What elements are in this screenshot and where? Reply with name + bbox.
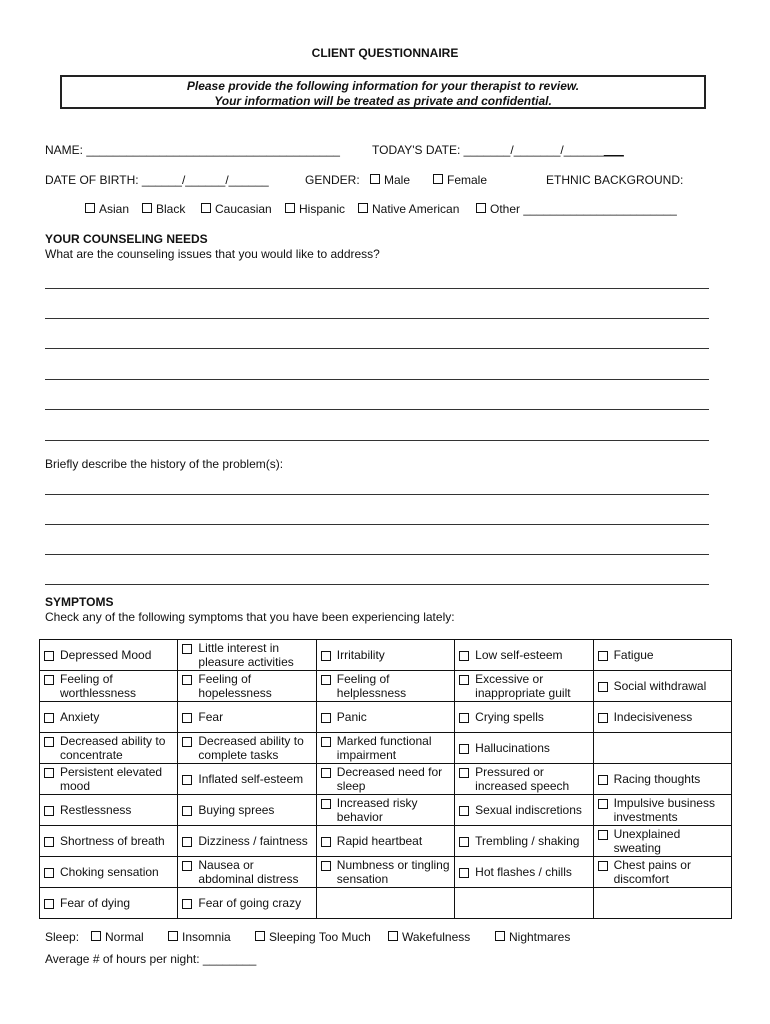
writing-line[interactable] (45, 440, 709, 441)
checkbox-icon[interactable] (182, 713, 192, 723)
sleep-option-label: Wakefulness (402, 930, 471, 944)
symptom-label: Decreased ability to complete tasks (198, 734, 304, 762)
symptom-label: Shortness of breath (60, 834, 165, 848)
symptom-cell (178, 640, 316, 671)
checkbox-icon[interactable] (44, 675, 54, 685)
symptom-option[interactable] (598, 679, 727, 693)
symptom-cell (455, 888, 593, 919)
notice-line-1: Please provide the following information for your therapist to review. (186, 79, 580, 93)
symptom-option[interactable] (459, 672, 588, 700)
symptom-option[interactable] (44, 834, 173, 848)
symptom-cell (316, 640, 454, 671)
ethnic-option-label: Caucasian (215, 202, 272, 216)
name-field[interactable]: NAME: ______________________________________ (45, 143, 340, 157)
symptom-cell (316, 888, 454, 919)
symptom-label: Decreased ability to concentrate (60, 734, 166, 762)
ethnic-background-label: ETHNIC BACKGROUND: (546, 173, 684, 187)
symptom-label: Restlessness (60, 803, 132, 817)
counseling-needs-question: What are the counseling issues that you would like to address? (45, 247, 380, 261)
symptom-label: Feeling of hopelessness (198, 672, 272, 700)
ethnic-option-asian[interactable] (85, 202, 129, 216)
checkbox-icon[interactable] (321, 675, 331, 685)
symptom-label: Racing thoughts (613, 772, 701, 786)
todays-date-field[interactable] (372, 143, 624, 157)
symptom-label: Chest pains or discomfort (613, 858, 691, 886)
symptom-label: Depressed Mood (60, 648, 152, 662)
writing-line[interactable] (45, 584, 709, 585)
symptom-label: Low self-esteem (475, 648, 563, 662)
symptom-option[interactable] (182, 710, 311, 724)
writing-line[interactable] (45, 379, 709, 380)
symptom-cell (593, 888, 731, 919)
writing-line[interactable] (45, 318, 709, 319)
symptom-label: Trembling / shaking (475, 834, 580, 848)
ethnic-option-label: Other _______________________ (490, 202, 677, 216)
checkbox-icon[interactable] (44, 737, 54, 747)
symptom-option[interactable] (182, 772, 311, 786)
symptom-option[interactable] (44, 734, 173, 762)
symptom-cell (316, 702, 454, 733)
symptom-option[interactable] (182, 858, 311, 886)
checkbox-icon[interactable] (358, 203, 368, 213)
checkbox-icon[interactable] (321, 861, 331, 871)
symptoms-table (39, 639, 732, 919)
checkbox-icon[interactable] (598, 775, 608, 785)
sleep-option-wakefulness[interactable] (388, 930, 470, 944)
symptom-cell (593, 733, 731, 764)
symptom-label: Fear of dying (60, 896, 131, 910)
symptom-cell (178, 857, 316, 888)
symptoms-row (40, 826, 732, 857)
sleep-option-label: Normal (105, 930, 144, 944)
symptom-option[interactable] (321, 765, 450, 793)
symptom-label: Numbness or tingling sensation (336, 858, 450, 886)
checkbox-icon[interactable] (182, 837, 192, 847)
symptom-cell (178, 795, 316, 826)
ethnic-option-hispanic[interactable] (285, 202, 345, 216)
sleep-hours-field[interactable]: Average # of hours per night: ________ (45, 952, 257, 966)
counseling-needs-heading: YOUR COUNSELING NEEDS (45, 232, 208, 246)
symptom-option[interactable] (182, 734, 311, 762)
symptom-cell (40, 702, 178, 733)
symptom-cell (455, 640, 593, 671)
checkbox-icon[interactable] (285, 203, 295, 213)
checkbox-icon[interactable] (44, 651, 54, 661)
sleep-option-nightmares[interactable] (495, 930, 570, 944)
symptom-cell (40, 857, 178, 888)
symptom-cell (316, 795, 454, 826)
checkbox-icon[interactable] (459, 806, 469, 816)
checkbox-icon[interactable] (459, 768, 469, 778)
checkbox-icon[interactable] (321, 713, 331, 723)
symptom-cell (455, 702, 593, 733)
symptom-label: Feeling of helplessness (336, 672, 407, 700)
symptom-cell (455, 764, 593, 795)
sleep-option-normal[interactable] (91, 930, 144, 944)
form-title: CLIENT QUESTIONNAIRE (311, 46, 459, 60)
symptom-option[interactable] (459, 765, 588, 793)
symptom-option[interactable] (182, 641, 311, 669)
symptom-cell (178, 764, 316, 795)
ethnic-option-label: Native American (372, 202, 460, 216)
symptom-cell (316, 857, 454, 888)
symptoms-row (40, 733, 732, 764)
symptom-option[interactable] (321, 834, 450, 848)
sleep-option-label: Sleeping Too Much (269, 930, 371, 944)
symptom-option[interactable] (321, 858, 450, 886)
checkbox-icon[interactable] (142, 203, 152, 213)
sleep-label: Sleep: (45, 930, 80, 944)
symptom-option[interactable] (182, 803, 311, 817)
checkbox-icon[interactable] (182, 737, 192, 747)
symptom-label: Unexplained sweating (613, 827, 681, 855)
checkbox-icon[interactable] (44, 868, 54, 878)
symptom-option[interactable] (44, 648, 173, 662)
symptom-cell (40, 640, 178, 671)
symptom-cell (316, 671, 454, 702)
symptom-option[interactable] (459, 834, 588, 848)
symptom-option[interactable] (44, 710, 173, 724)
symptom-option[interactable] (182, 896, 311, 910)
symptom-option[interactable] (459, 803, 588, 817)
checkbox-icon[interactable] (44, 837, 54, 847)
symptom-option[interactable] (44, 865, 173, 879)
gender-female-option[interactable] (433, 173, 487, 187)
checkbox-icon[interactable] (433, 174, 443, 184)
todays-date-tail: ___ (603, 143, 624, 157)
sleep-option-too-much[interactable] (255, 930, 371, 944)
checkbox-icon[interactable] (459, 868, 469, 878)
symptoms-instruction: Check any of the following symptoms that you have been experiencing lately: (45, 610, 455, 624)
checkbox-icon[interactable] (182, 861, 192, 871)
symptom-cell (455, 826, 593, 857)
symptom-option[interactable] (321, 672, 450, 700)
checkbox-icon[interactable] (459, 713, 469, 723)
checkbox-icon[interactable] (201, 203, 211, 213)
symptoms-row (40, 857, 732, 888)
symptom-cell (593, 764, 731, 795)
checkbox-icon[interactable] (44, 768, 54, 778)
symptom-cell (455, 857, 593, 888)
symptom-label: Pressured or increased speech (475, 765, 570, 793)
symptom-label: Anxiety (60, 710, 100, 724)
checkbox-icon[interactable] (44, 713, 54, 723)
symptom-option[interactable] (598, 648, 727, 662)
privacy-notice (60, 75, 706, 109)
checkbox-icon[interactable] (598, 861, 608, 871)
symptom-option[interactable] (598, 858, 727, 886)
sleep-option-label: Nightmares (509, 930, 571, 944)
checkbox-icon[interactable] (598, 651, 608, 661)
symptoms-row (40, 764, 732, 795)
checkbox-icon[interactable] (168, 931, 178, 941)
symptom-cell (178, 702, 316, 733)
checkbox-icon[interactable] (321, 837, 331, 847)
symptom-label: Nausea or abdominal distress (198, 858, 299, 886)
symptom-option[interactable] (321, 710, 450, 724)
symptom-label: Excessive or inappropriate guilt (475, 672, 571, 700)
symptoms-row (40, 795, 732, 826)
symptom-option[interactable] (44, 803, 173, 817)
symptoms-row (40, 640, 732, 671)
checkbox-icon[interactable] (476, 203, 486, 213)
writing-line[interactable] (45, 554, 709, 555)
symptom-label: Dizziness / faintness (198, 834, 308, 848)
gender-label: GENDER: (305, 173, 360, 187)
symptom-cell (178, 826, 316, 857)
symptom-option[interactable] (598, 772, 727, 786)
sleep-option-label: Insomnia (182, 930, 231, 944)
checkbox-icon[interactable] (321, 737, 331, 747)
writing-line[interactable] (45, 348, 709, 349)
checkbox-icon[interactable] (182, 899, 192, 909)
symptom-cell (455, 671, 593, 702)
checkbox-icon[interactable] (85, 203, 95, 213)
symptoms-heading: SYMPTOMS (45, 595, 114, 609)
symptom-option[interactable] (321, 648, 450, 662)
symptom-option[interactable] (459, 865, 588, 879)
symptom-label: Increased risky behavior (336, 796, 418, 824)
symptoms-row (40, 702, 732, 733)
symptom-cell (593, 640, 731, 671)
symptom-label: Crying spells (475, 710, 544, 724)
symptom-option[interactable] (459, 710, 588, 724)
symptom-option[interactable] (44, 765, 173, 793)
symptom-cell (40, 764, 178, 795)
symptom-cell (593, 795, 731, 826)
sleep-option-insomnia[interactable] (168, 930, 231, 944)
symptom-option[interactable] (182, 672, 311, 700)
writing-line[interactable] (45, 288, 709, 289)
symptom-option[interactable] (459, 648, 588, 662)
checkbox-icon[interactable] (459, 675, 469, 685)
symptom-label: Hot flashes / chills (475, 865, 572, 879)
symptom-option[interactable] (598, 796, 727, 824)
symptoms-row (40, 671, 732, 702)
symptom-cell (455, 795, 593, 826)
ethnic-option-label: Hispanic (299, 202, 346, 216)
symptom-cell (40, 671, 178, 702)
writing-line[interactable] (45, 409, 709, 410)
symptom-cell (593, 671, 731, 702)
notice-line-2: Your information will be treated as private and confidential. (214, 94, 552, 108)
symptom-label: Little interest in pleasure activities (198, 641, 294, 669)
checkbox-icon[interactable] (91, 931, 101, 941)
symptom-label: Marked functional impairment (336, 734, 432, 762)
symptom-cell (40, 888, 178, 919)
checkbox-icon[interactable] (598, 713, 608, 723)
symptom-cell (455, 733, 593, 764)
symptom-option[interactable] (321, 796, 450, 824)
checkbox-icon[interactable] (459, 837, 469, 847)
symptom-option[interactable] (44, 896, 173, 910)
ethnic-option-label: Black (156, 202, 186, 216)
symptom-cell (178, 671, 316, 702)
checkbox-icon[interactable] (182, 675, 192, 685)
symptom-label: Inflated self-esteem (198, 772, 304, 786)
history-question: Briefly describe the history of the problem(s): (45, 457, 284, 471)
checkbox-icon[interactable] (370, 174, 380, 184)
symptom-label: Fear of going crazy (198, 896, 302, 910)
ethnic-option-other[interactable] (476, 202, 677, 216)
ethnic-option-black[interactable] (142, 202, 185, 216)
symptom-label: Social withdrawal (613, 679, 707, 693)
symptom-cell (178, 733, 316, 764)
checkbox-icon[interactable] (321, 799, 331, 809)
symptom-option[interactable] (598, 710, 727, 724)
writing-line[interactable] (45, 524, 709, 525)
symptom-cell (178, 888, 316, 919)
writing-line[interactable] (45, 494, 709, 495)
symptom-label: Persistent elevated mood (60, 765, 163, 793)
symptom-option[interactable] (44, 672, 173, 700)
symptom-label: Fatigue (613, 648, 654, 662)
gender-male-label: Male (384, 173, 411, 187)
symptom-cell (316, 764, 454, 795)
checkbox-icon[interactable] (44, 806, 54, 816)
symptom-label: Panic (336, 710, 367, 724)
checkbox-icon[interactable] (321, 768, 331, 778)
symptom-label: Impulsive business investments (613, 796, 715, 824)
ethnic-option-caucasian[interactable] (201, 202, 272, 216)
symptom-label: Rapid heartbeat (336, 834, 423, 848)
symptom-label: Fear (198, 710, 224, 724)
symptom-option[interactable] (321, 734, 450, 762)
symptom-cell (40, 795, 178, 826)
checkbox-icon[interactable] (182, 775, 192, 785)
date-of-birth-field[interactable]: DATE OF BIRTH: ______/______/______ (45, 173, 269, 187)
symptom-option[interactable] (598, 827, 727, 855)
symptom-label: Decreased need for sleep (336, 765, 443, 793)
gender-male-option[interactable] (370, 173, 410, 187)
symptom-label: Sexual indiscretions (475, 803, 582, 817)
checkbox-icon[interactable] (459, 651, 469, 661)
symptom-label: Feeling of worthlessness (60, 672, 137, 700)
checkbox-icon[interactable] (321, 651, 331, 661)
ethnic-option-native-american[interactable] (358, 202, 459, 216)
checkbox-icon[interactable] (182, 806, 192, 816)
checkbox-icon[interactable] (598, 830, 608, 840)
todays-date-label: TODAY'S DATE: _______/_______/______ (372, 143, 604, 157)
symptom-option[interactable] (459, 741, 588, 755)
symptom-cell (316, 826, 454, 857)
checkbox-icon[interactable] (495, 931, 505, 941)
symptoms-row (40, 888, 732, 919)
checkbox-icon[interactable] (598, 799, 608, 809)
symptom-cell (593, 857, 731, 888)
checkbox-icon[interactable] (388, 931, 398, 941)
symptom-cell (40, 826, 178, 857)
checkbox-icon[interactable] (182, 644, 192, 654)
symptom-cell (316, 733, 454, 764)
checkbox-icon[interactable] (44, 899, 54, 909)
symptom-label: Buying sprees (198, 803, 275, 817)
symptom-cell (593, 826, 731, 857)
symptom-label: Choking sensation (60, 865, 159, 879)
checkbox-icon[interactable] (255, 931, 265, 941)
symptom-option[interactable] (182, 834, 311, 848)
gender-female-label: Female (447, 173, 488, 187)
symptom-label: Hallucinations (475, 741, 550, 755)
checkbox-icon[interactable] (459, 744, 469, 754)
checkbox-icon[interactable] (598, 682, 608, 692)
ethnic-option-label: Asian (99, 202, 130, 216)
symptom-label: Indecisiveness (613, 710, 693, 724)
symptom-label: Irritability (336, 648, 385, 662)
symptom-cell (40, 733, 178, 764)
symptom-cell (593, 702, 731, 733)
